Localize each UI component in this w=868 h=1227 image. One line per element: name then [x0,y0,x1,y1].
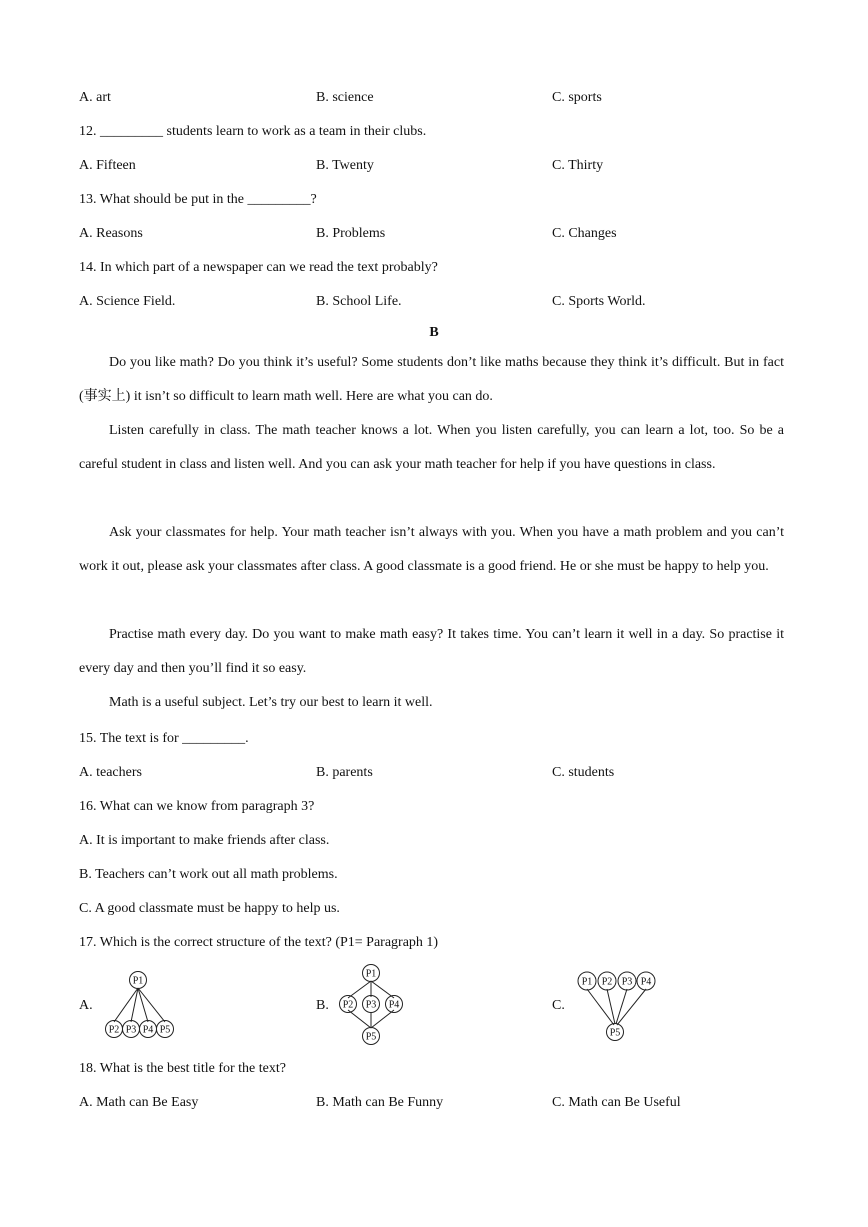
diagram-a-node-p2: P2 [108,1024,120,1036]
diagram-b-node-p3: P3 [365,999,377,1011]
passage-paragraph-1: Do you like math? Do you think it’s useful? Some students don’t like maths because they think it’s difficult. But in fact (事实上) it isn’t so difficult to learn math well. Here are what you can do. [79,355,784,404]
diagram-a-node-p5: P5 [159,1024,171,1036]
diagram-b-node-p4: P4 [388,999,400,1011]
q13-option-a[interactable]: A. Reasons [79,226,143,241]
q11-option-b[interactable]: B. science [316,90,374,105]
q17-option-c[interactable]: C. [552,998,565,1013]
q11-option-a[interactable]: A. art [79,90,111,105]
q12-question: 12. _________ students learn to work as a team in their clubs. [79,124,427,139]
q16-option-c[interactable]: C. A good classmate must be happy to help us. [79,901,340,916]
diagram-c-node-p5: P5 [609,1027,621,1039]
diagram-a-node-p1: P1 [132,975,144,987]
structure-diagram-a [100,966,182,1044]
q12-option-c[interactable]: C. Thirty [552,158,604,173]
q13-option-c[interactable]: C. Changes [552,226,617,241]
diagram-c-node-p4: P4 [640,976,652,988]
q15-option-c[interactable]: C. students [552,765,615,780]
q14-option-a[interactable]: A. Science Field. [79,294,176,309]
q18-option-b[interactable]: B. Math can Be Funny [316,1095,444,1110]
q18-question: 18. What is the best title for the text? [79,1061,286,1076]
q18-option-c[interactable]: C. Math can Be Useful [552,1095,681,1110]
structure-diagram-b [334,962,410,1048]
q12-option-b[interactable]: B. Twenty [316,158,374,173]
q17-question: 17. Which is the correct structure of the text? (P1= Paragraph 1) [79,935,439,950]
section-heading-b: B [429,325,439,340]
q17-option-a[interactable]: A. [79,998,93,1013]
diagram-c-node-p1: P1 [581,976,593,988]
diagram-c-node-p2: P2 [601,976,613,988]
q17-option-b[interactable]: B. [316,998,329,1013]
structure-diagram-c [572,966,662,1046]
q16-option-a[interactable]: A. It is important to make friends after class. [79,833,330,848]
q12-option-a[interactable]: A. Fifteen [79,158,136,173]
q16-option-b[interactable]: B. Teachers can’t work out all math problems. [79,867,338,882]
diagram-c-node-p3: P3 [621,976,633,988]
q13-option-b[interactable]: B. Problems [316,226,386,241]
passage-paragraph-5: Math is a useful subject. Let’s try our best to learn it well. [109,695,433,710]
diagram-a-node-p3: P3 [125,1024,137,1036]
diagram-b-node-p5: P5 [365,1031,377,1043]
q14-option-b[interactable]: B. School Life. [316,294,402,309]
q18-option-a[interactable]: A. Math can Be Easy [79,1095,199,1110]
diagram-a-node-p4: P4 [142,1024,154,1036]
q14-option-c[interactable]: C. Sports World. [552,294,646,309]
diagram-b-node-p1: P1 [365,968,377,980]
q15-question: 15. The text is for _________. [79,731,249,746]
passage-paragraph-4: Practise math every day. Do you want to make math easy? It takes time. You can’t learn it well in a day. So practise it every day and then you’ll find it so easy. [79,627,784,676]
passage-paragraph-3: Ask your classmates for help. Your math teacher isn’t always with you. When you have a math problem and you can’t work it out, please ask your classmates after class. A good classmate is a good friend. He or she must be happy to help you. [79,525,784,574]
q15-option-a[interactable]: A. teachers [79,765,142,780]
q11-option-c[interactable]: C. sports [552,90,602,105]
passage-paragraph-2: Listen carefully in class. The math teacher knows a lot. When you listen carefully, you can learn a lot, too. So be a careful student in class and listen well. And you can ask your math teacher for help if you have questions in class. [79,423,784,472]
q15-option-b[interactable]: B. parents [316,765,373,780]
q14-question: 14. In which part of a newspaper can we read the text probably? [79,260,438,275]
diagram-b-node-p2: P2 [342,999,354,1011]
q16-question: 16. What can we know from paragraph 3? [79,799,315,814]
q13-question: 13. What should be put in the _________? [79,192,317,207]
